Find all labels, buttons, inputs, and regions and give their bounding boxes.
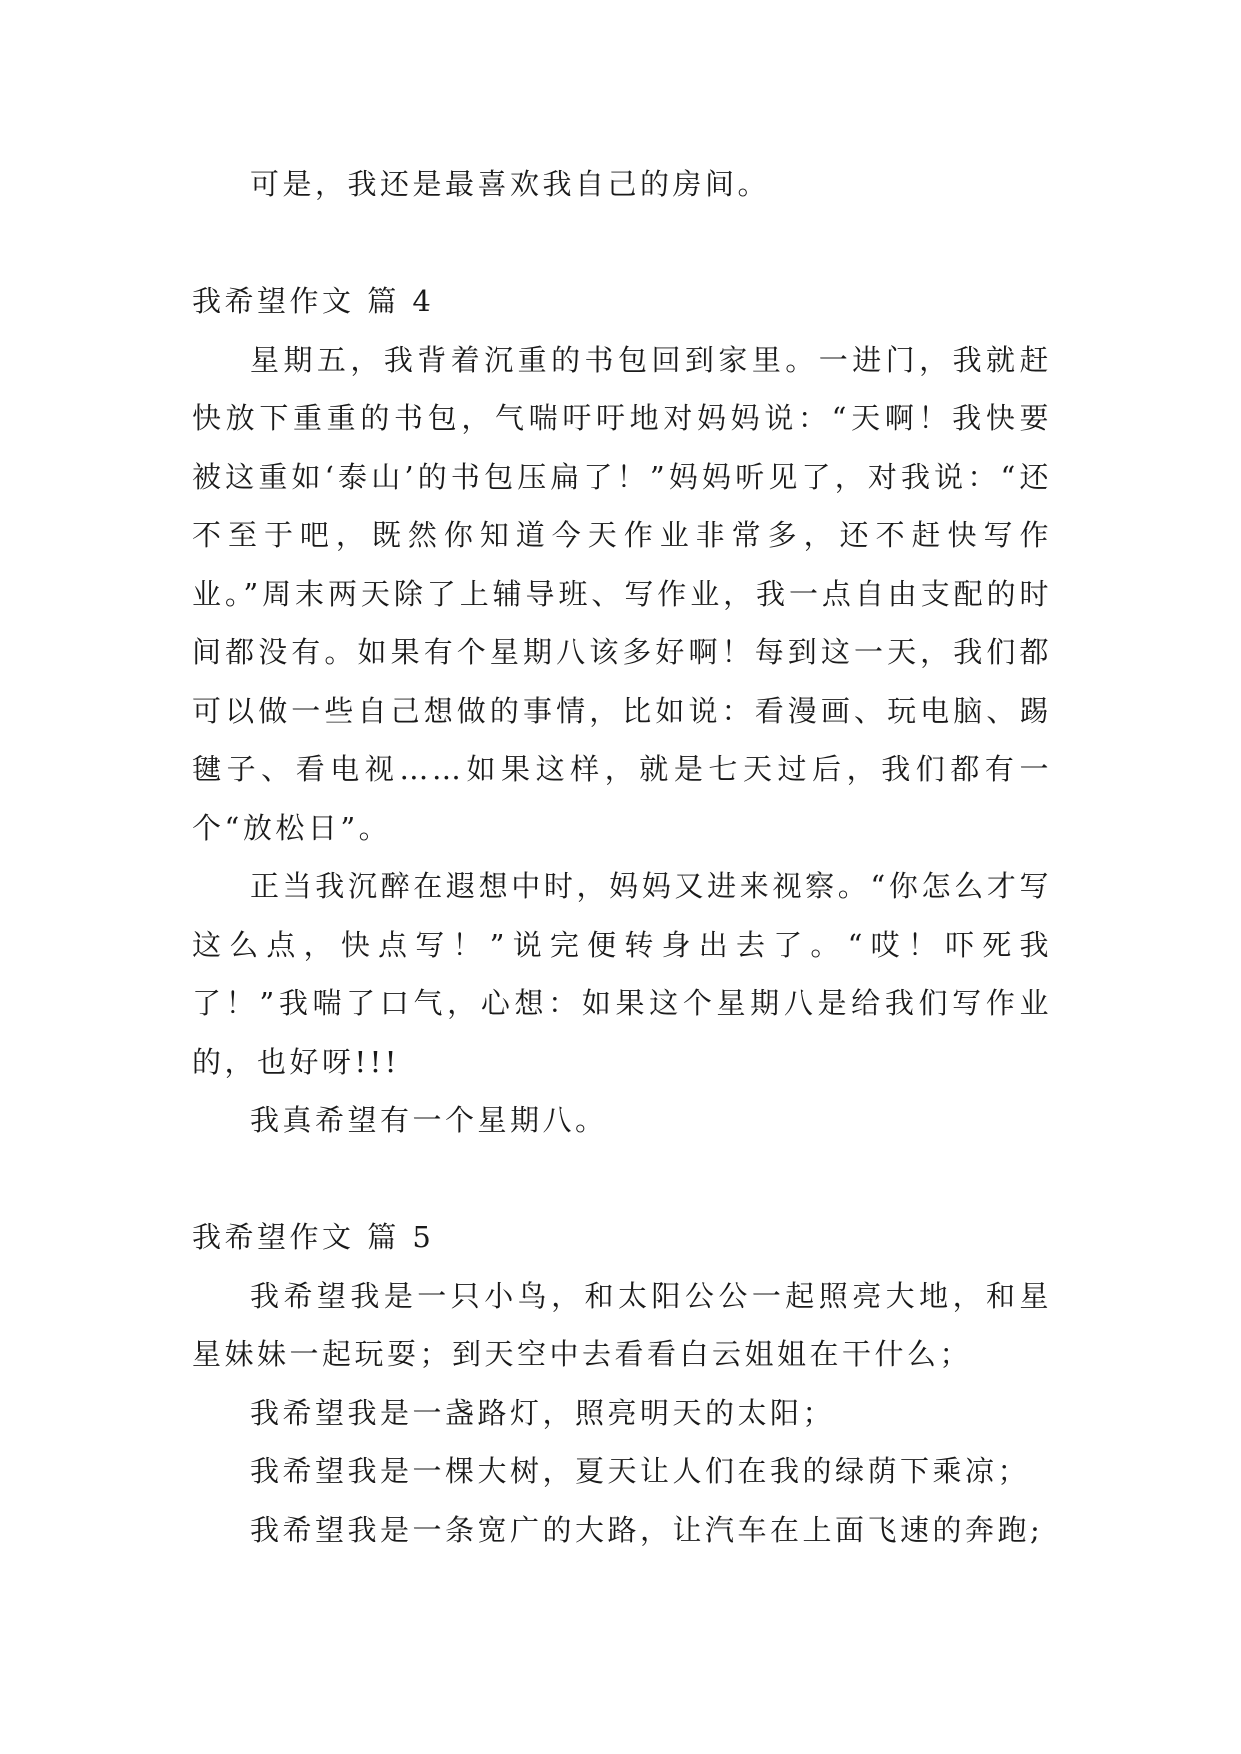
paragraph: 我希望我是一盏路灯，照亮明天的太阳； [250,1395,836,1430]
section-gap [192,214,1052,273]
document-page [192,155,1052,1559]
paragraph: 我真希望有一个星期八。 [250,1103,608,1137]
paragraph: 我希望我是一棵大树，夏天让人们在我的绿荫下乘凉； [250,1454,1031,1488]
section-gap [192,1150,1052,1209]
section-heading-4: 我希望作文 篇 4 [192,284,435,318]
paragraph: 星期五，我背着沉重的书包回到家里。一进门，我就赶快放下重重的书包，气喘吁吁地对妈妈说：“天啊！我快要被这重如‘泰山’的书包压扁了！”妈妈听见了，对我说：“还不至于吧，既然你知道今天作业非常多，还不赶快写作业。”周末两天除了上辅导班、写作业，我一点自由支配的时间都没有。如果有个星期八该多好啊！每到这一天，我们都可以做一些自己想做的事情，比如说：看漫画、玩电脑、踢毽子、看电视……如果这样，就是七天过后，我们都有一个“放松日”。 [192,342,1052,845]
paragraph: 我希望我是一条宽广的大路，让汽车在上面飞速的奔跑; [250,1512,1044,1547]
paragraph: 我希望我是一只小鸟，和太阳公公一起照亮大地，和星星妹妹一起玩耍；到天空中去看看白云姐姐在干什么； [192,1278,1052,1371]
closing-line: 可是，我还是最喜欢我自己的房间。 [250,167,771,201]
section-heading-5: 我希望作文 篇 5 [192,1220,435,1254]
paragraph: 正当我沉醉在遐想中时，妈妈又进来视察。“你怎么才写这么点，快点写！”说完便转身出去了。“哎！吓死我了！”我喘了口气，心想：如果这个星期八是给我们写作业的，也好呀!!! [192,869,1052,1079]
